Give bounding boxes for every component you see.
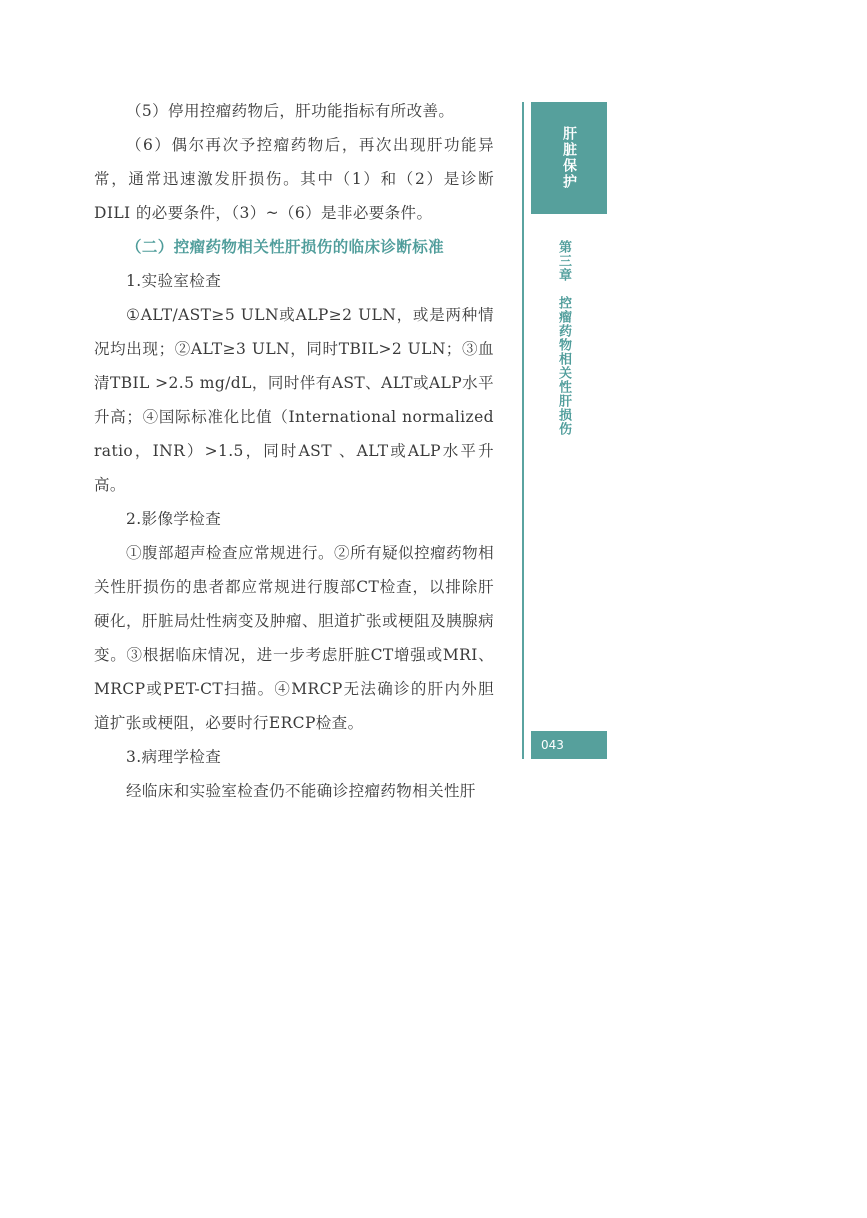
main-text-column <box>94 94 494 808</box>
paragraph-condition-5: （5）停用控瘤药物后，肝功能指标有所改善。 <box>126 102 455 120</box>
chapter-title: 控瘤药物相关性肝损伤 <box>556 296 571 436</box>
subheading-lab-tests: 1.实验室检查 <box>126 272 222 290</box>
paragraph-lab-criteria: ①ALT/AST≥5 ULN或ALP≥2 ULN，或是两种情况均出现；②ALT≥3 ULN，同时TBIL>2 ULN；③血清TBIL >2.5 mg/dL，同时伴有AST、ALT或ALP水平升高；④国际标准化比值（International normalized ratio，INR）>1.5，同时AST 、ALT或ALP水平升高。 <box>94 306 494 494</box>
paragraph-imaging: ①腹部超声检查应常规进行。②所有疑似控瘤药物相关性肝损伤的患者都应常规进行腹部CT检查，以排除肝硬化，肝脏局灶性病变及肿瘤、胆道扩张或梗阻及胰腺病变。③根据临床情况，进一步考虑肝脏CT增强或MRI、MRCP或PET-CT扫描。④MRCP无法确诊的肝内外胆道扩张或梗阻，必要时行ERCP检查。 <box>94 544 494 732</box>
section-heading: （二）控瘤药物相关性肝损伤的临床诊断标准 <box>126 238 445 256</box>
vertical-divider <box>522 102 524 759</box>
subheading-pathology: 3.病理学检查 <box>126 748 222 766</box>
paragraph-condition-6: （6）偶尔再次予控瘤药物后，再次出现肝功能异常，通常迅速激发肝损伤。其中（1）和（2）是诊断DILI 的必要条件，（3）~（6）是非必要条件。 <box>94 136 494 222</box>
chapter-block-label: 肝脏保护 <box>561 126 577 190</box>
subheading-imaging: 2.影像学检查 <box>126 510 222 528</box>
page-number: 043 <box>531 731 607 759</box>
paragraph-pathology: 经临床和实验室检查仍不能确诊控瘤药物相关性肝 <box>126 782 476 800</box>
chapter-block <box>531 102 607 214</box>
side-chapter-title <box>555 240 571 436</box>
chapter-label: 第三章 <box>556 240 571 282</box>
